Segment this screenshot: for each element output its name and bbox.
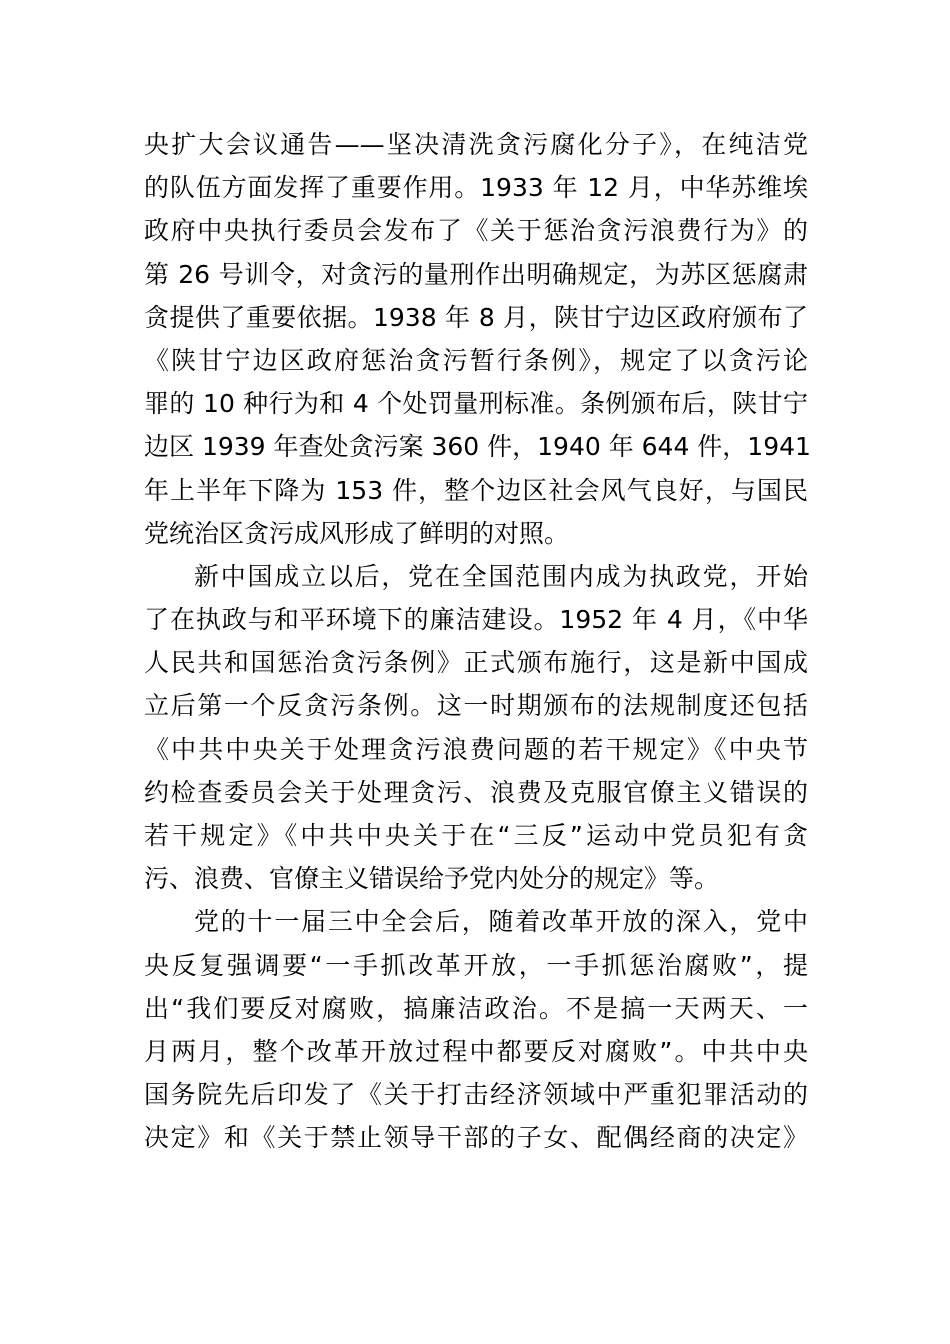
text-line: 年上半年下降为 153 件，整个边区社会风气良好，与国民 [144,475,808,505]
text-line: 央扩大会议通告——坚决清洗贪污腐化分子》，在纯洁党 [144,130,808,159]
text-line: 政府中央执行委员会发布了《关于惩治贪污浪费行为》的 [144,216,808,246]
text-line: 立后第一个反贪污条例。这一时期颁布的法规制度还包括 [144,691,808,721]
text-line: 罪的 10 种行为和 4 个处罚量刑标准。条例颁布后，陕甘宁 [144,389,808,419]
text-line: 国务院先后印发了《关于打击经济领域中严重犯罪活动的 [144,1080,808,1110]
text-line: 决定》和《关于禁止领导干部的子女、配偶经商的决定》 [144,1123,808,1153]
text-line: 贪提供了重要依据。1938 年 8 月，陕甘宁边区政府颁布了 [144,302,808,332]
text-line: 《中共中央关于处理贪污浪费问题的若干规定》《中央节 [144,734,808,764]
text-line: 约检查委员会关于处理贪污、浪费及克服官僚主义错误的 [144,777,808,807]
text-line: 人民共和国惩治贪污条例》正式颁布施行，这是新中国成 [144,648,808,678]
text-line: 月两月，整个改革开放过程中都要反对腐败”。中共中央 [144,1036,808,1066]
text-line: 新中国成立以后，党在全国范围内成为执政党，开始 [194,561,808,591]
text-line: 党的十一届三中全会后，随着改革开放的深入，党中 [194,907,808,937]
text-line: 央反复强调要“一手抓改革开放，一手抓惩治腐败”，提 [144,950,808,980]
text-line: 边区 1939 年查处贪污案 360 件，1940 年 644 件，1941 [144,432,811,462]
text-line: 出“我们要反对腐败，搞廉洁政治。不是搞一天两天、一 [144,993,808,1023]
text-line: 的队伍方面发挥了重要作用。1933 年 12 月，中华苏维埃 [144,173,808,203]
text-line: 了在执政与和平环境下的廉洁建设。1952 年 4 月，《中华 [144,605,808,635]
text-line: 若干规定》《中共中央关于在“三反”运动中党员犯有贪 [144,821,808,850]
text-line: 党统治区贪污成风形成了鲜明的对照。 [144,518,570,548]
body-text [144,123,811,1160]
text-line: 《陕甘宁边区政府惩治贪污暂行条例》，规定了以贪污论 [144,345,808,375]
text-line: 污、浪费、官僚主义错误给予党内处分的规定》等。 [144,864,720,894]
text-line: 第 26 号训令，对贪污的量刑作出明确规定，为苏区惩腐肃 [144,259,808,289]
